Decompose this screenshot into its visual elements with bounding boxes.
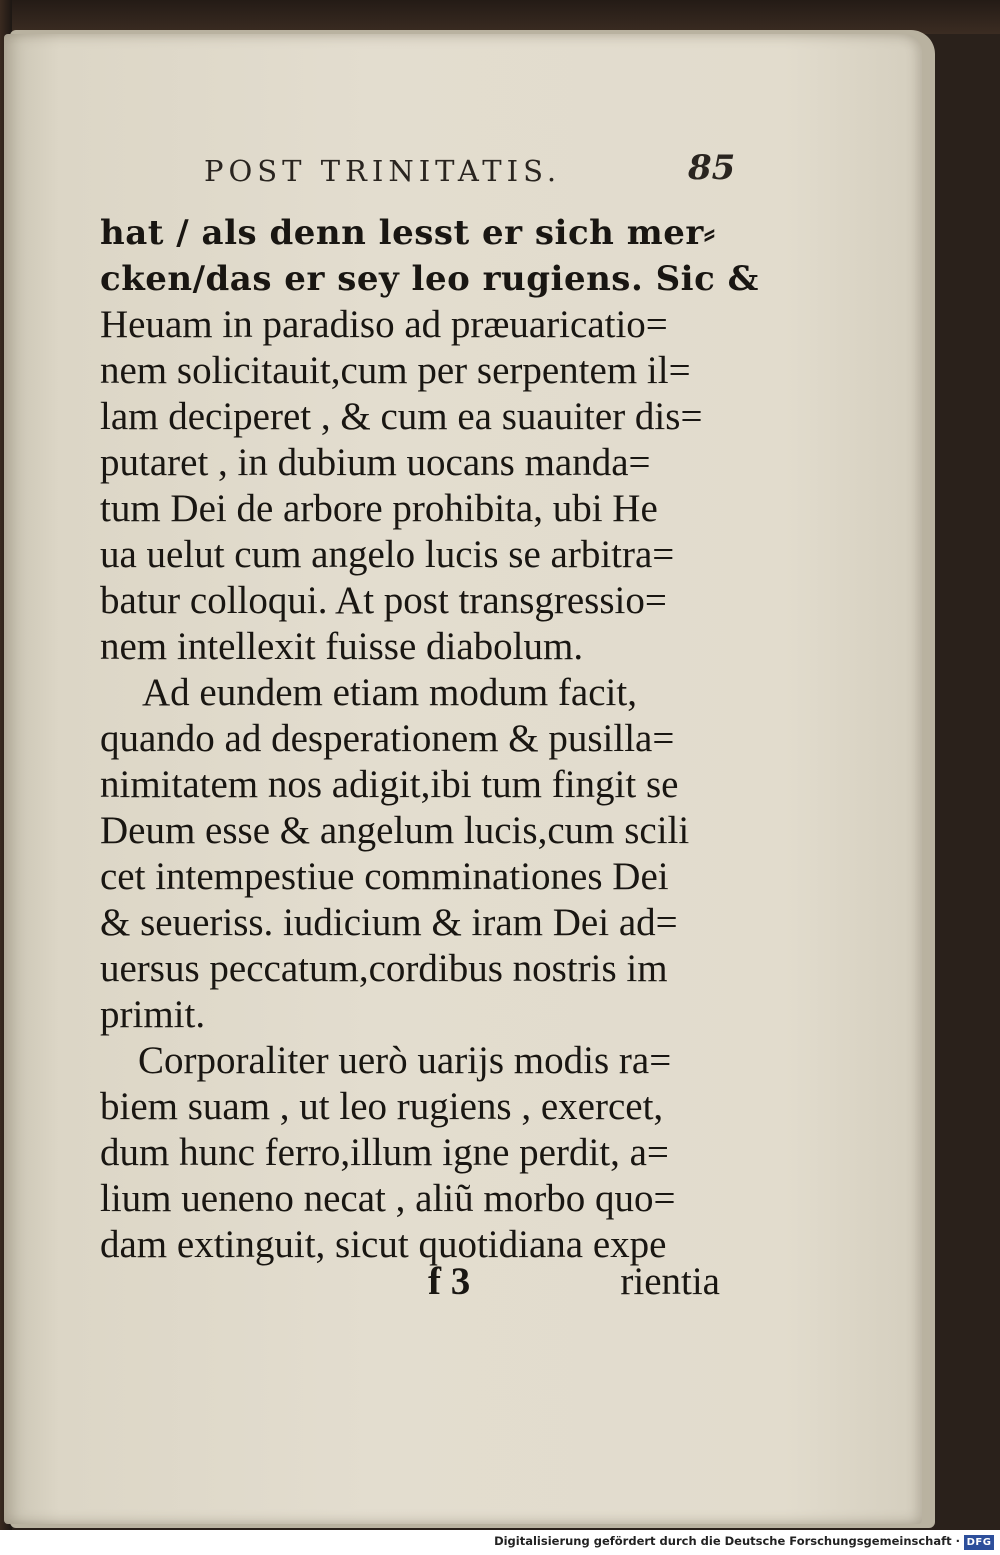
running-header	[204, 148, 764, 204]
text-line: lam deciperet , & cum ea suauiter dis=	[100, 395, 703, 438]
text-line: hat / als denn lesst er sich mer⸗	[100, 213, 716, 253]
binding-top	[0, 0, 1000, 34]
credit-bar	[0, 1530, 1000, 1555]
text-line: lium ueneno necat , aliũ morbo quo=	[100, 1177, 676, 1220]
text-line: batur colloqui. At post transgressio=	[100, 579, 667, 622]
book-page	[4, 34, 922, 1524]
dfg-logo-icon: DFG	[964, 1535, 994, 1550]
text-line: nimitatem nos adigit,ibi tum fingit se	[100, 763, 679, 806]
text-line: uersus peccatum,cordibus nostris im	[100, 947, 668, 990]
text-line: quando ad desperationem & pusilla=	[100, 717, 675, 760]
funding-credit: Digitalisierung gefördert durch die Deutsche Forschungsgemeinschaft ·	[494, 1534, 960, 1548]
text-line: Heuam in paradiso ad præuaricatio=	[100, 303, 668, 346]
paragraph-start-line: Ad eundem etiam modum facit,	[142, 671, 637, 714]
text-line: nem solicitauit,cum per serpentem il=	[100, 349, 691, 392]
text-line: & seueriss. iudicium & iram Dei ad=	[100, 901, 678, 944]
text-line: cken/das er sey leo rugiens. Sic &	[100, 259, 759, 299]
text-line: dum hunc ferro,illum igne perdit, a=	[100, 1131, 669, 1174]
text-line: primit.	[100, 993, 206, 1036]
text-line: nem intellexit fuisse diabolum.	[100, 625, 584, 668]
text-line: dam extinguit, sicut quotidiana expe	[100, 1223, 667, 1266]
page-footer	[100, 1259, 720, 1309]
paragraph-start-line: Corporaliter uerò uarijs modis ra=	[138, 1039, 672, 1082]
text-line: cet intempestiue comminationes Dei	[100, 855, 669, 898]
catchword: rientia	[620, 1260, 720, 1303]
signature-mark: f 3	[428, 1260, 471, 1303]
page-number: 85	[688, 148, 736, 188]
text-line: Deum esse & angelum lucis,cum scili	[100, 809, 690, 852]
text-line: tum Dei de arbore prohibita, ubi He	[100, 487, 658, 530]
text-line: ua uelut cum angelo lucis se arbitra=	[100, 533, 675, 576]
text-line: biem suam , ut leo rugiens , exercet,	[100, 1085, 664, 1128]
text-line: putaret , in dubium uocans manda=	[100, 441, 651, 484]
running-title: POST TRINITATIS.	[204, 154, 562, 188]
